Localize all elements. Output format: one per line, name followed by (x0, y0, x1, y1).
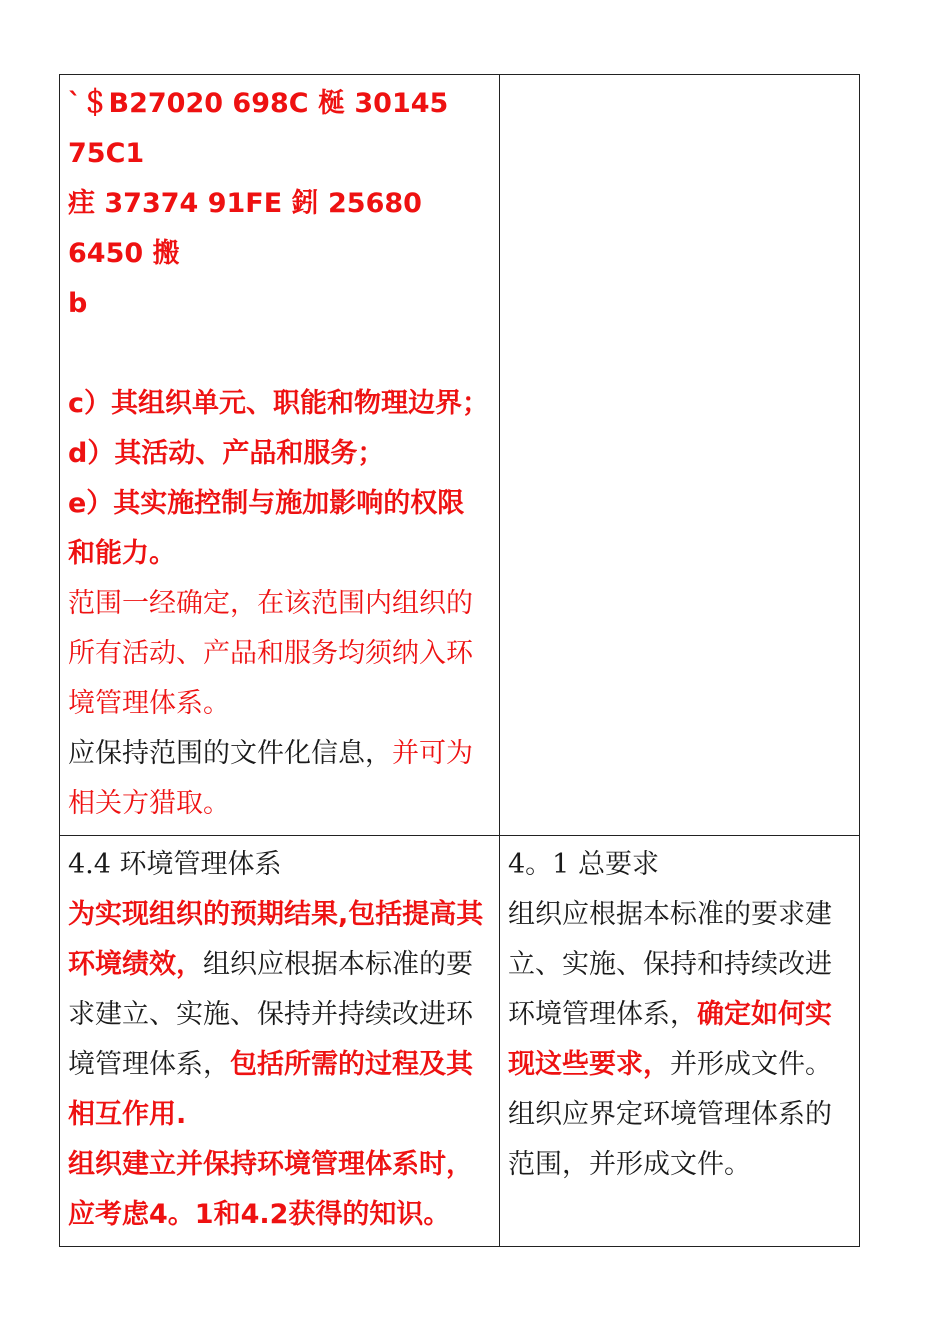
keep-info-highlight: 并可为相关方猎取。 (68, 738, 473, 819)
section-heading-4-4: 4.4 环境管理体系 (68, 849, 282, 880)
keep-info-text: 应保持范围的文件化信息， (68, 738, 392, 769)
ems-knowledge-text: 组织建立并保持环境管理体系时，应考虑4。1和4.2获得的知识。 (68, 1149, 473, 1230)
ems-body-text: 组织应根据本标准的要求建立、实施、保持并持续改进环境管理体系， (68, 949, 473, 1080)
row1-right-cell (500, 75, 860, 836)
scope-item-d: d）其活动、产品和服务； (68, 438, 385, 469)
row2-right-cell (500, 836, 860, 1247)
garbled-line-2: 疰 37374 91FE 鈏 25680 6450 搬 (68, 188, 422, 269)
general-req-paragraph (508, 890, 849, 1090)
row1-left-cell (60, 75, 500, 836)
scope-define-text: 组织应界定环境管理体系的范围，并形成文件。 (508, 1099, 832, 1180)
general-req-highlight: 确定如何实现这些要求， (508, 999, 832, 1080)
comparison-table (59, 74, 860, 1247)
general-req-text: 组织应根据本标准的要求建立、实施、保持和持续改进环境管理体系， (508, 899, 832, 1030)
scope-item-e: e）其实施控制与施加影响的权限和能力。 (68, 488, 465, 569)
scope-item-c: c）其组织单元、职能和物理边界； (68, 388, 490, 419)
table-row (60, 75, 860, 836)
ems-intro-highlight: 为实现组织的预期结果,包括提高其环境绩效， (68, 899, 484, 980)
blank-line (68, 329, 489, 379)
ems-process-highlight: 包括所需的过程及其相互作用. (68, 1049, 473, 1130)
garbled-line-3: b (68, 288, 88, 319)
general-req-tail: 并形成文件。 (670, 1049, 832, 1080)
section-heading-4-1: 4。1 总要求 (508, 849, 659, 880)
scope-determined-text: 范围一经确定，在该范围内组织的所有活动、产品和服务均须纳入环境管理体系。 (68, 588, 473, 719)
table-row (60, 836, 860, 1247)
garbled-line-1: `＄B27020 698C 梴 30145 75C1 (68, 88, 449, 169)
keep-info-paragraph (68, 729, 489, 829)
row2-left-cell (60, 836, 500, 1247)
ems-paragraph (68, 890, 489, 1140)
